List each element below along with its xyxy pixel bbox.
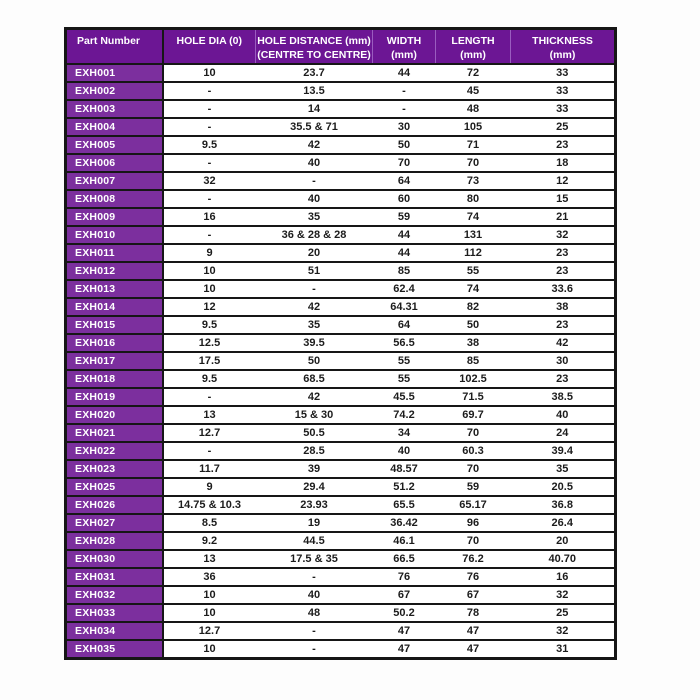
thickness-cell: 16 [511,568,616,586]
table-row [66,316,616,334]
hole-distance-cell: - [256,640,373,659]
thickness-cell: 23 [511,262,616,280]
width-cell: 44 [373,64,436,82]
table-header [66,29,616,64]
hole-dia-cell: 10 [163,64,256,82]
hole-distance-cell: 13.5 [256,82,373,100]
part-number-cell: EXH030 [66,550,163,568]
width-cell: 65.5 [373,496,436,514]
width-cell: 64 [373,172,436,190]
hole-distance-cell: 48 [256,604,373,622]
hole-dia-cell: - [163,100,256,118]
width-cell: 76 [373,568,436,586]
thickness-cell: 23 [511,316,616,334]
table-row [66,568,616,586]
width-cell: 34 [373,424,436,442]
width-cell: 44 [373,244,436,262]
part-number-cell: EXH010 [66,226,163,244]
hole-dia-cell: 10 [163,262,256,280]
part-number-cell: EXH019 [66,388,163,406]
width-cell: 45.5 [373,388,436,406]
width-cell: 70 [373,154,436,172]
thickness-cell: 15 [511,190,616,208]
thickness-cell: 38 [511,298,616,316]
hole-distance-cell: 23.93 [256,496,373,514]
length-cell: 45 [436,82,511,100]
header-row [66,29,616,64]
hole-dia-cell: 9.2 [163,532,256,550]
hole-dia-cell: - [163,154,256,172]
table-row [66,640,616,659]
width-cell: 59 [373,208,436,226]
parts-spec-table [64,27,617,660]
length-cell: 131 [436,226,511,244]
hole-distance-cell: 35 [256,316,373,334]
column-sublabel: (CENTRE TO CENTRE) [257,49,371,61]
part-number-cell: EXH002 [66,82,163,100]
column-label: Part Number [77,35,141,47]
hole-distance-cell: - [256,568,373,586]
hole-distance-cell: 35.5 & 71 [256,118,373,136]
part-number-cell: EXH028 [66,532,163,550]
hole-distance-cell: 42 [256,298,373,316]
width-cell: 30 [373,118,436,136]
thickness-cell: 35 [511,460,616,478]
width-cell: 50.2 [373,604,436,622]
table-row [66,586,616,604]
hole-dia-cell: 10 [163,280,256,298]
thickness-cell: 40 [511,406,616,424]
part-number-cell: EXH027 [66,514,163,532]
width-cell: 40 [373,442,436,460]
hole-distance-cell: 40 [256,586,373,604]
hole-distance-cell: - [256,280,373,298]
table-row [66,514,616,532]
hole-distance-cell: 42 [256,136,373,154]
hole-distance-cell: 42 [256,388,373,406]
column-label: THICKNESS [532,35,593,47]
thickness-cell: 20.5 [511,478,616,496]
thickness-cell: 33.6 [511,280,616,298]
column-header-width [373,29,436,64]
length-cell: 71.5 [436,388,511,406]
table-row [66,82,616,100]
hole-dia-cell: 10 [163,586,256,604]
table-row [66,370,616,388]
thickness-cell: 25 [511,604,616,622]
thickness-cell: 36.8 [511,496,616,514]
width-cell: 85 [373,262,436,280]
hole-distance-cell: 51 [256,262,373,280]
table-row [66,136,616,154]
width-cell: 64 [373,316,436,334]
thickness-cell: 12 [511,172,616,190]
hole-dia-cell: 8.5 [163,514,256,532]
part-number-cell: EXH031 [66,568,163,586]
thickness-cell: 38.5 [511,388,616,406]
table-row [66,550,616,568]
length-cell: 69.7 [436,406,511,424]
width-cell: 55 [373,370,436,388]
part-number-cell: EXH021 [66,424,163,442]
table-row [66,406,616,424]
part-number-cell: EXH016 [66,334,163,352]
column-header-hole-dia [163,29,256,64]
table-row [66,280,616,298]
hole-distance-cell: 40 [256,190,373,208]
part-number-cell: EXH025 [66,478,163,496]
column-label: WIDTH [386,35,422,47]
width-cell: 46.1 [373,532,436,550]
hole-dia-cell: 17.5 [163,352,256,370]
hole-distance-cell: 40 [256,154,373,172]
length-cell: 70 [436,154,511,172]
width-cell: 64.31 [373,298,436,316]
table-row [66,118,616,136]
hole-dia-cell: 9.5 [163,316,256,334]
thickness-cell: 32 [511,622,616,640]
hole-dia-cell: 14.75 & 10.3 [163,496,256,514]
column-header-thickness [511,29,616,64]
length-cell: 50 [436,316,511,334]
hole-dia-cell: 9 [163,478,256,496]
length-cell: 70 [436,532,511,550]
hole-dia-cell: 13 [163,406,256,424]
thickness-cell: 33 [511,100,616,118]
width-cell: 60 [373,190,436,208]
table-row [66,352,616,370]
hole-distance-cell: 23.7 [256,64,373,82]
part-number-cell: EXH011 [66,244,163,262]
width-cell: 47 [373,622,436,640]
thickness-cell: 40.70 [511,550,616,568]
length-cell: 55 [436,262,511,280]
table-row [66,442,616,460]
hole-dia-cell: - [163,388,256,406]
thickness-cell: 26.4 [511,514,616,532]
hole-distance-cell: 50 [256,352,373,370]
column-label: HOLE DISTANCE (mm) [257,35,371,47]
table-row [66,460,616,478]
length-cell: 70 [436,460,511,478]
thickness-cell: 33 [511,82,616,100]
hole-dia-cell: 12.5 [163,334,256,352]
thickness-cell: 39.4 [511,442,616,460]
column-sublabel: (mm) [549,49,576,61]
hole-dia-cell: - [163,190,256,208]
hole-dia-cell: 12.7 [163,424,256,442]
length-cell: 38 [436,334,511,352]
length-cell: 71 [436,136,511,154]
part-number-cell: EXH004 [66,118,163,136]
hole-distance-cell: 17.5 & 35 [256,550,373,568]
thickness-cell: 24 [511,424,616,442]
length-cell: 78 [436,604,511,622]
hole-dia-cell: - [163,118,256,136]
thickness-cell: 23 [511,244,616,262]
part-number-cell: EXH034 [66,622,163,640]
hole-dia-cell: 13 [163,550,256,568]
table-row [66,388,616,406]
thickness-cell: 42 [511,334,616,352]
table-row [66,100,616,118]
hole-distance-cell: 15 & 30 [256,406,373,424]
column-sublabel: (mm) [460,49,486,61]
hole-dia-cell: 11.7 [163,460,256,478]
hole-distance-cell: 68.5 [256,370,373,388]
width-cell: 66.5 [373,550,436,568]
column-sublabel [164,48,256,62]
table-row [66,604,616,622]
hole-dia-cell: 9 [163,244,256,262]
width-cell: 67 [373,586,436,604]
column-sublabel [77,48,162,62]
hole-dia-cell: 12 [163,298,256,316]
part-number-cell: EXH023 [66,460,163,478]
table-row [66,172,616,190]
column-sublabel: (mm) [391,49,417,61]
thickness-cell: 33 [511,64,616,82]
column-header-hole-distance [256,29,373,64]
length-cell: 59 [436,478,511,496]
part-number-cell: EXH012 [66,262,163,280]
hole-distance-cell: 14 [256,100,373,118]
hole-distance-cell: 36 & 28 & 28 [256,226,373,244]
thickness-cell: 20 [511,532,616,550]
table-row [66,496,616,514]
column-label: LENGTH [451,35,495,47]
width-cell: - [373,100,436,118]
table-row [66,154,616,172]
table-row [66,226,616,244]
hole-distance-cell: - [256,172,373,190]
thickness-cell: 21 [511,208,616,226]
part-number-cell: EXH009 [66,208,163,226]
width-cell: - [373,82,436,100]
length-cell: 65.17 [436,496,511,514]
table-row [66,298,616,316]
hole-distance-cell: 29.4 [256,478,373,496]
width-cell: 47 [373,640,436,659]
table-row [66,190,616,208]
part-number-cell: EXH006 [66,154,163,172]
width-cell: 74.2 [373,406,436,424]
part-number-cell: EXH022 [66,442,163,460]
table-row [66,424,616,442]
table-row [66,262,616,280]
column-header-part-number [66,29,163,64]
hole-distance-cell: 44.5 [256,532,373,550]
column-label: HOLE DIA (0) [176,35,243,47]
hole-dia-cell: 12.7 [163,622,256,640]
width-cell: 48.57 [373,460,436,478]
length-cell: 102.5 [436,370,511,388]
part-number-cell: EXH013 [66,280,163,298]
thickness-cell: 31 [511,640,616,659]
length-cell: 112 [436,244,511,262]
thickness-cell: 23 [511,370,616,388]
length-cell: 70 [436,424,511,442]
table-body [66,64,616,659]
column-header-length [436,29,511,64]
width-cell: 62.4 [373,280,436,298]
hole-dia-cell: 32 [163,172,256,190]
part-number-cell: EXH014 [66,298,163,316]
thickness-cell: 18 [511,154,616,172]
length-cell: 96 [436,514,511,532]
thickness-cell: 23 [511,136,616,154]
part-number-cell: EXH035 [66,640,163,659]
width-cell: 55 [373,352,436,370]
length-cell: 74 [436,280,511,298]
length-cell: 47 [436,640,511,659]
length-cell: 47 [436,622,511,640]
thickness-cell: 25 [511,118,616,136]
hole-dia-cell: 10 [163,604,256,622]
part-number-cell: EXH018 [66,370,163,388]
length-cell: 85 [436,352,511,370]
width-cell: 36.42 [373,514,436,532]
table-row [66,64,616,82]
part-number-cell: EXH017 [66,352,163,370]
length-cell: 60.3 [436,442,511,460]
part-number-cell: EXH003 [66,100,163,118]
length-cell: 82 [436,298,511,316]
hole-dia-cell: 9.5 [163,136,256,154]
part-number-cell: EXH005 [66,136,163,154]
hole-dia-cell: 10 [163,640,256,659]
width-cell: 51.2 [373,478,436,496]
length-cell: 80 [436,190,511,208]
table [64,27,617,660]
thickness-cell: 30 [511,352,616,370]
table-row [66,244,616,262]
hole-distance-cell: 28.5 [256,442,373,460]
hole-dia-cell: - [163,82,256,100]
table-row [66,334,616,352]
thickness-cell: 32 [511,226,616,244]
hole-distance-cell: 20 [256,244,373,262]
length-cell: 48 [436,100,511,118]
table-row [66,532,616,550]
hole-distance-cell: 39.5 [256,334,373,352]
part-number-cell: EXH015 [66,316,163,334]
hole-dia-cell: - [163,442,256,460]
table-row [66,208,616,226]
table-row [66,622,616,640]
thickness-cell: 32 [511,586,616,604]
hole-dia-cell: 36 [163,568,256,586]
part-number-cell: EXH033 [66,604,163,622]
table-row [66,478,616,496]
part-number-cell: EXH032 [66,586,163,604]
length-cell: 76 [436,568,511,586]
hole-distance-cell: 39 [256,460,373,478]
part-number-cell: EXH020 [66,406,163,424]
length-cell: 67 [436,586,511,604]
hole-dia-cell: 16 [163,208,256,226]
part-number-cell: EXH001 [66,64,163,82]
length-cell: 74 [436,208,511,226]
width-cell: 50 [373,136,436,154]
width-cell: 44 [373,226,436,244]
width-cell: 56.5 [373,334,436,352]
length-cell: 73 [436,172,511,190]
hole-dia-cell: - [163,226,256,244]
part-number-cell: EXH008 [66,190,163,208]
hole-distance-cell: - [256,622,373,640]
hole-distance-cell: 35 [256,208,373,226]
hole-distance-cell: 50.5 [256,424,373,442]
hole-dia-cell: 9.5 [163,370,256,388]
length-cell: 105 [436,118,511,136]
length-cell: 72 [436,64,511,82]
part-number-cell: EXH007 [66,172,163,190]
hole-distance-cell: 19 [256,514,373,532]
part-number-cell: EXH026 [66,496,163,514]
length-cell: 76.2 [436,550,511,568]
